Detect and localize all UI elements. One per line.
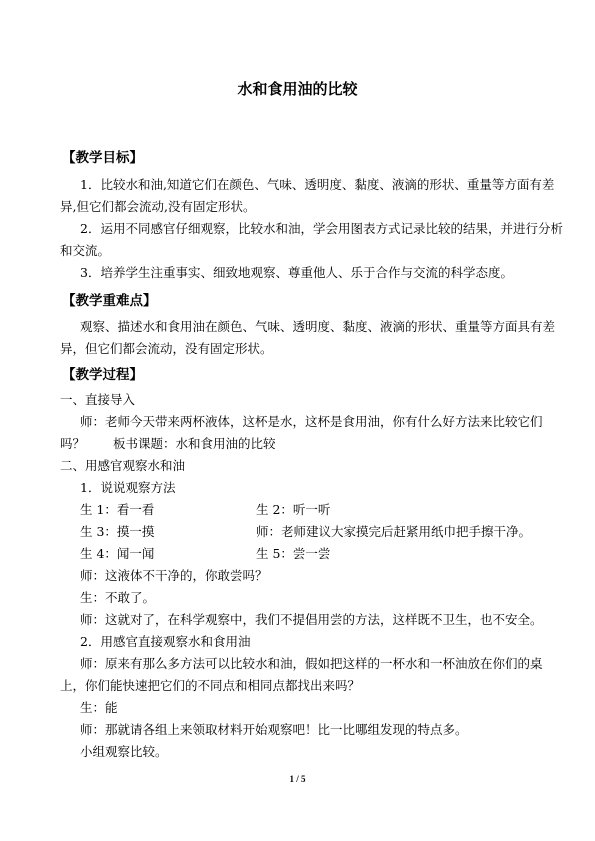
paragraph-line: 板书课题：水和食用油的比较 [113,436,276,451]
paragraph-line: 师：这液体不干净的，你敢尝吗？ [80,568,268,583]
paragraph-line: 上，你们能快速把它们的不同点和相同点都找出来吗？ [60,678,361,693]
method-item: 生 3：摸一摸 [80,524,155,539]
method-item: 生 2：听一听 [256,502,331,517]
paragraph-line: 和交流。 [60,243,111,258]
paragraph-line: 3．培养学生注重事实、细致地观察、尊重他人、乐于合作与交流的科学态度。 [80,265,513,280]
paragraph-line: 二、用感官观察水和油 [60,458,186,473]
section-heading-goals: 【教学目标】 [62,150,143,166]
paragraph-line: 生：能 [80,700,118,715]
method-item: 生 1：看一看 [80,502,155,517]
paragraph-line: 异，但它们都会流动，没有固定形状。 [60,341,273,356]
section-heading-process: 【教学过程】 [62,367,143,383]
method-item: 生 4：闻一闻 [80,546,155,561]
paragraph-line: 师：原来有那么多方法可以比较水和油，假如把这样的一杯水和一杯油放在你们的桌 [80,656,543,671]
paragraph-line: 1．比较水和油,知道它们在颜色、气味、透明度、黏度、液滴的形状、重量等方面有差 [80,177,555,192]
paragraph-line: 观察、描述水和食用油在颜色、气味、透明度、黏度、液滴的形状、重量等方面具有差 [80,319,556,334]
paragraph-line: 异,但它们都会流动,没有固定形状。 [60,199,256,214]
paragraph-line: 一、直接导入 [60,392,136,407]
method-item: 生 5：尝一尝 [256,546,331,561]
paragraph-line: 师：老师今天带来两杯液体，这杯是水，这杯是食用油，你有什么好方法来比较它们 [80,414,543,429]
paragraph-line: 吗？ [60,436,86,451]
paragraph-line: 生：不敢了。 [80,590,156,605]
paragraph-line: 2．用感官直接观察水和食用油 [80,634,251,649]
paragraph-line: 师：那就请各组上来领取材料开始观察吧！比一比哪组发现的特点多。 [80,722,468,737]
document-title: 水和食用油的比较 [237,80,358,98]
paragraph-line: 小组观察比较。 [80,744,168,759]
paragraph-line: 师：这就对了，在科学观察中，我们不提倡用尝的方法，这样既不卫生，也不安全。 [80,612,543,627]
method-item: 师：老师建议大家摸完后赶紧用纸巾把手擦干净。 [256,524,532,539]
page-number: 1 / 5 [289,774,306,784]
paragraph-line: 2．运用不同感官仔细观察，比较水和油，学会用图表方式记录比较的结果，并进行分析 [80,221,563,236]
paragraph-line: 1．说说观察方法 [80,480,176,495]
section-heading-keypoints: 【教学重难点】 [62,293,157,309]
